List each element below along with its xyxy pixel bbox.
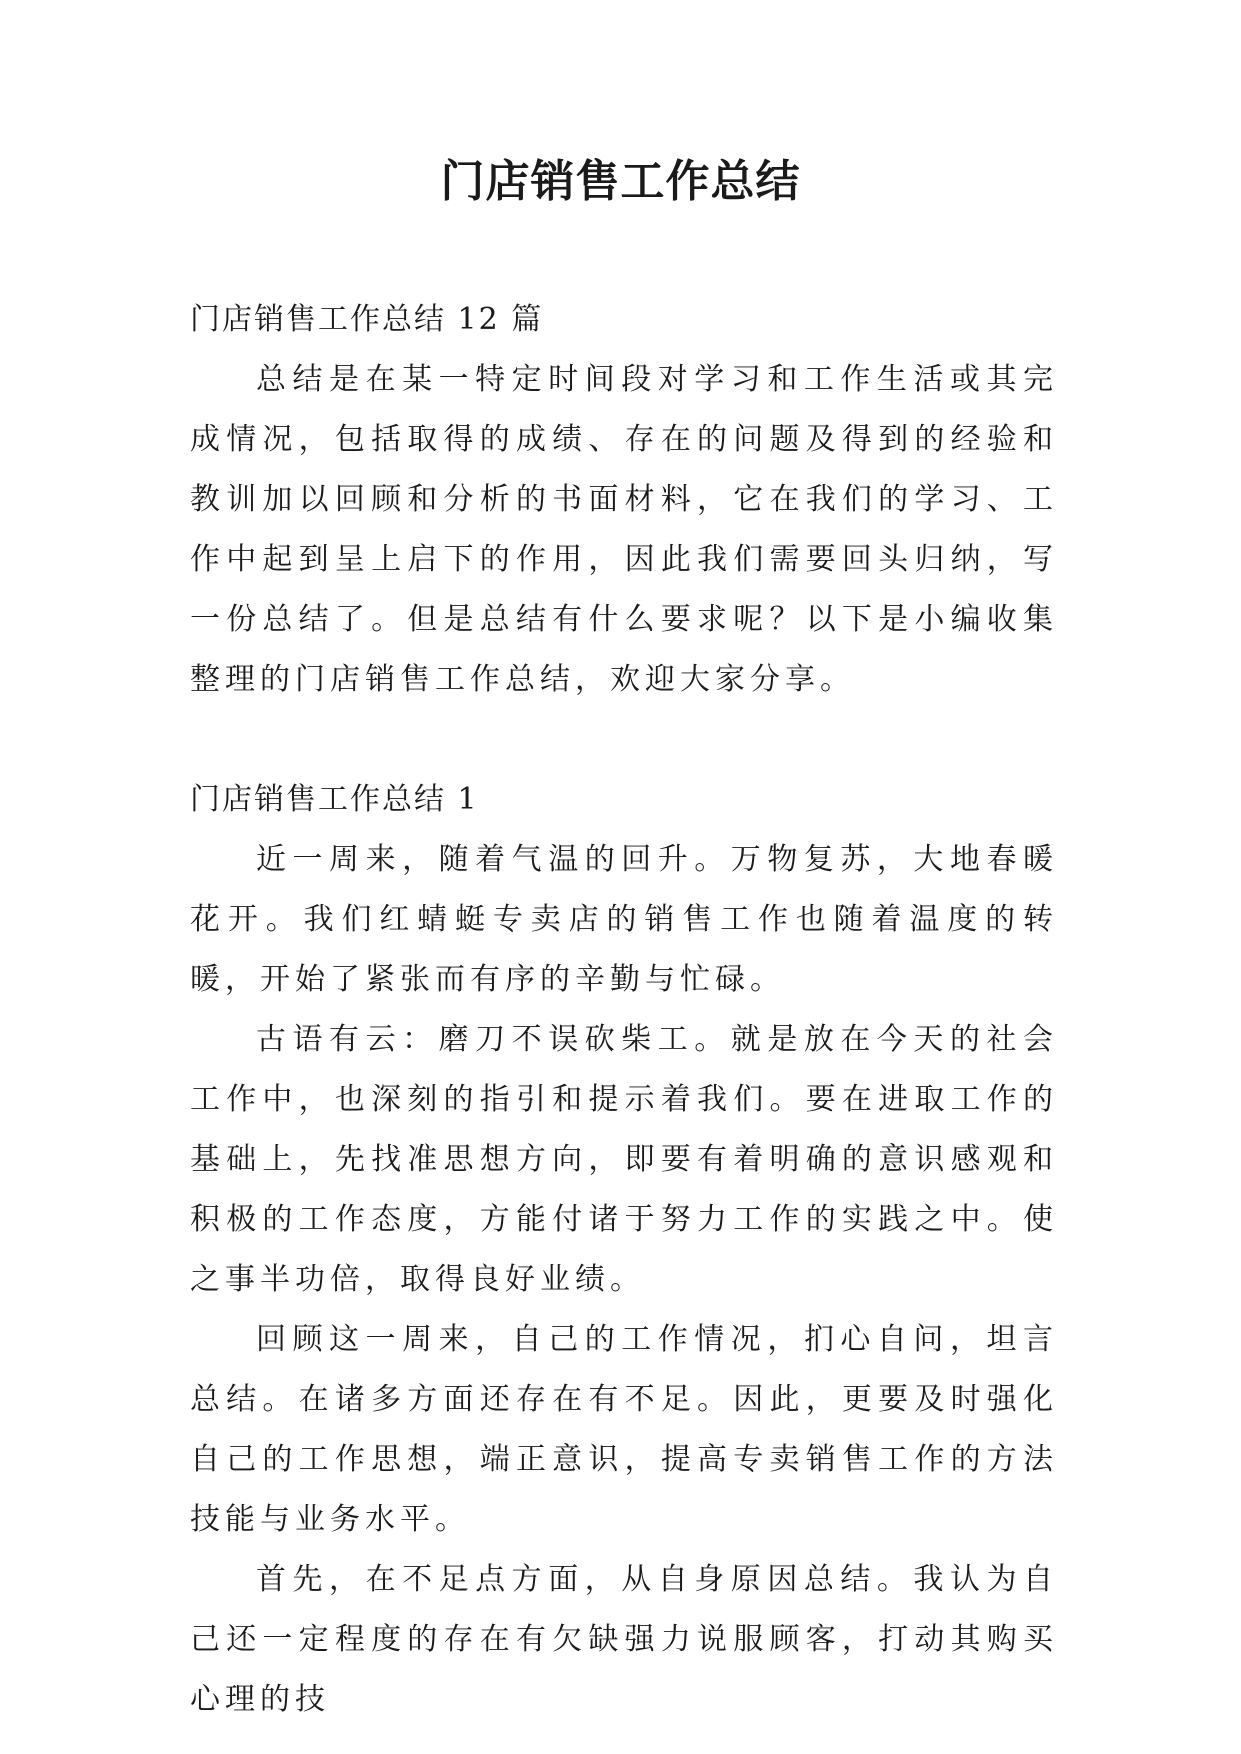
body-paragraph: 古语有云：磨刀不误砍柴工。就是放在今天的社会工作中，也深刻的指引和提示着我们。要在进取工作的基础上，先找准思想方向，即要有着明确的意识感观和积极的工作态度，方能付诸于努力工作的实践之中。使之事半功倍，取得良好业绩。 [190, 1022, 1058, 1297]
body-paragraph: 近一周来，随着气温的回升。万物复苏，大地春暖花开。我们红蜻蜓专卖店的销售工作也随着温度的转暖，开始了紧张而有序的辛勤与忙碌。 [190, 842, 1058, 997]
document-title: 门店销售工作总结 [440, 156, 801, 207]
section-heading: 门店销售工作总结 1 [190, 782, 479, 817]
document-body [190, 290, 1058, 1730]
intro-paragraph: 总结是在某一特定时间段对学习和工作生活或其完成情况，包括取得的成绩、存在的问题及得到的经验和教训加以回顾和分析的书面材料，它在我们的学习、工作中起到呈上启下的作用，因此我们需要回头归纳，写一份总结了。但是总结有什么要求呢？以下是小编收集整理的门店销售工作总结，欢迎大家分享。 [190, 362, 1058, 697]
body-paragraph: 首先，在不足点方面，从自身原因总结。我认为自己还一定程度的存在有欠缺强力说服顾客，打动其购买心理的技 [190, 1562, 1058, 1717]
section-spacer [190, 710, 1058, 770]
collection-heading: 门店销售工作总结 12 篇 [190, 302, 544, 337]
body-paragraph: 回顾这一周来，自己的工作情况，扪心自问，坦言总结。在诸多方面还存在有不足。因此，更要及时强化自己的工作思想，端正意识，提高专卖销售工作的方法技能与业务水平。 [190, 1322, 1058, 1537]
